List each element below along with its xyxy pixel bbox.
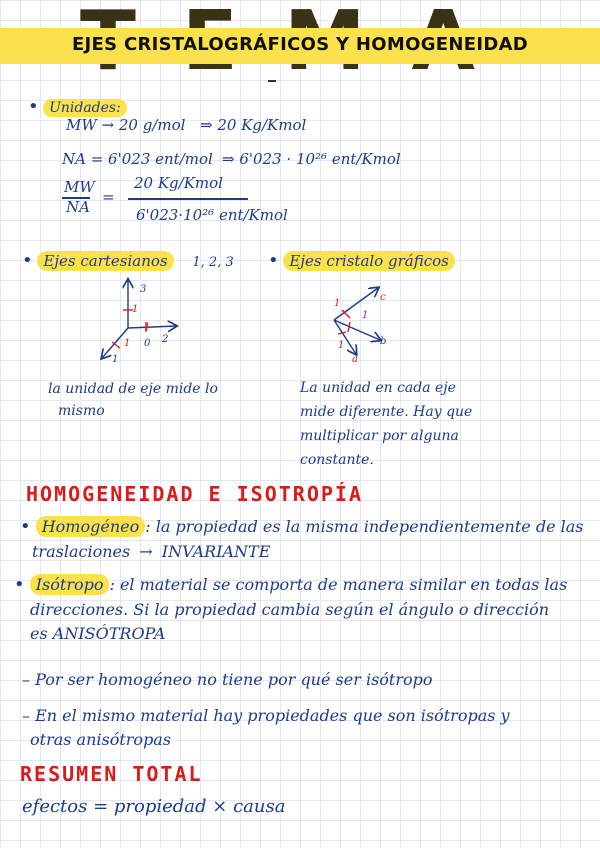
- unidades-line1-right: ⇒ 20 Kg/Kmol: [200, 116, 307, 134]
- note-1: – Por ser homogéneo no tiene por qué ser isótropo: [22, 670, 433, 689]
- homogeneo-text: : la propiedad es la misma independientemente de las: [145, 517, 584, 536]
- unit-label-c: 1: [334, 298, 341, 309]
- axis-c-line: [334, 288, 378, 320]
- note-2-line2: otras anisótropas: [30, 730, 172, 749]
- arrow-right-icon: →: [139, 542, 153, 561]
- axis-2-line: [128, 326, 176, 328]
- note-2-line1: – En el mismo material hay propiedades que son isótropas y: [22, 706, 510, 725]
- cartesianos-desc: [48, 378, 218, 422]
- isotropo-label: Isótropo: [30, 574, 110, 595]
- axis-a-label: a: [352, 354, 358, 365]
- isotropo-line2: direcciones. Si la propiedad cambia según el ángulo o dirección: [30, 600, 550, 619]
- frac-den: 6'023·10²⁶ ent/Kmol: [136, 206, 288, 224]
- unidades-line2-right: ⇒ 6'023 · 10²⁶ ent/Kmol: [222, 150, 401, 168]
- isotropo-text: : el material se comporta de manera similar en todas las: [109, 575, 568, 594]
- cristalograficos-desc-line1: La unidad en cada eje: [300, 380, 456, 396]
- unidades-heading: [28, 96, 127, 117]
- unit-label-1: 1: [124, 338, 131, 349]
- unit-mark-b: [348, 322, 350, 332]
- unidades-label: Unidades:: [43, 99, 127, 117]
- frac-left-num: MW: [64, 178, 95, 196]
- bullet-dot: •: [268, 250, 279, 271]
- frac-left-den: NA: [66, 198, 90, 216]
- axis-2-label: 2: [162, 334, 169, 345]
- cristalograficos-desc-line3: multiplicar por alguna: [300, 428, 459, 444]
- frac-line: [128, 198, 248, 200]
- homogeneo-text2: traslaciones: [32, 542, 131, 561]
- axis-1-label: 1: [112, 354, 119, 365]
- cartesianos-numbers: 1, 2, 3: [192, 255, 234, 270]
- isotropo-line3: es ANISÓTROPA: [30, 624, 166, 643]
- bullet-dot: •: [20, 516, 31, 537]
- frac-equals: =: [102, 188, 115, 206]
- unit-mark-a: [338, 332, 346, 334]
- pen-mark: [268, 80, 276, 82]
- cristalograficos-label: Ejes cristalo gráficos: [283, 251, 454, 271]
- cristalograficos-heading: [268, 250, 455, 271]
- unidades-line2-left: NA = 6'023 ent/mol: [62, 150, 213, 168]
- crystallographic-axes-diagram: [320, 282, 410, 367]
- bullet-dot: •: [28, 96, 39, 117]
- axis-3-label: 3: [140, 284, 147, 295]
- homogeneo-label: Homogéneo: [36, 516, 146, 537]
- cartesianos-desc-line1: la unidad de eje mide lo: [48, 381, 218, 397]
- cartesianos-heading: [22, 250, 234, 271]
- axis-c-label: c: [380, 292, 386, 303]
- isotropo-line1: [14, 574, 567, 595]
- frac-num: 20 Kg/Kmol: [134, 174, 223, 192]
- unit-label-b: 1: [362, 310, 369, 321]
- unit-label-a: 1: [338, 340, 345, 351]
- cartesianos-desc-line2: mismo: [58, 403, 105, 419]
- homogeneo-line1: [20, 516, 584, 537]
- homogeneidad-title: HOMOGENEIDAD E ISOTROPÍA: [26, 482, 363, 506]
- bullet-dot: •: [14, 574, 25, 595]
- page-subtitle: EJES CRISTALOGRÁFICOS Y HOMOGENEIDAD: [71, 34, 529, 55]
- unit-label-2: 1: [144, 322, 151, 333]
- bullet-dot: •: [22, 250, 33, 271]
- cristalograficos-desc-line2: mide diferente. Hay que: [300, 404, 473, 420]
- cristalograficos-desc: [300, 376, 472, 472]
- resumen-title: RESUMEN TOTAL: [20, 762, 203, 786]
- axis-b-label: b: [380, 336, 387, 347]
- homogeneo-line2: [32, 542, 270, 561]
- cristalograficos-desc-line4: constante.: [300, 452, 374, 468]
- unidades-line1-left: MW → 20 g/mol: [66, 116, 186, 134]
- origin-label: 0: [144, 338, 151, 349]
- unit-label-3: 1: [132, 304, 139, 315]
- resumen-formula: efectos = propiedad × causa: [22, 796, 286, 817]
- homogeneo-result: INVARIANTE: [161, 542, 271, 561]
- cartesianos-label: Ejes cartesianos: [37, 251, 173, 271]
